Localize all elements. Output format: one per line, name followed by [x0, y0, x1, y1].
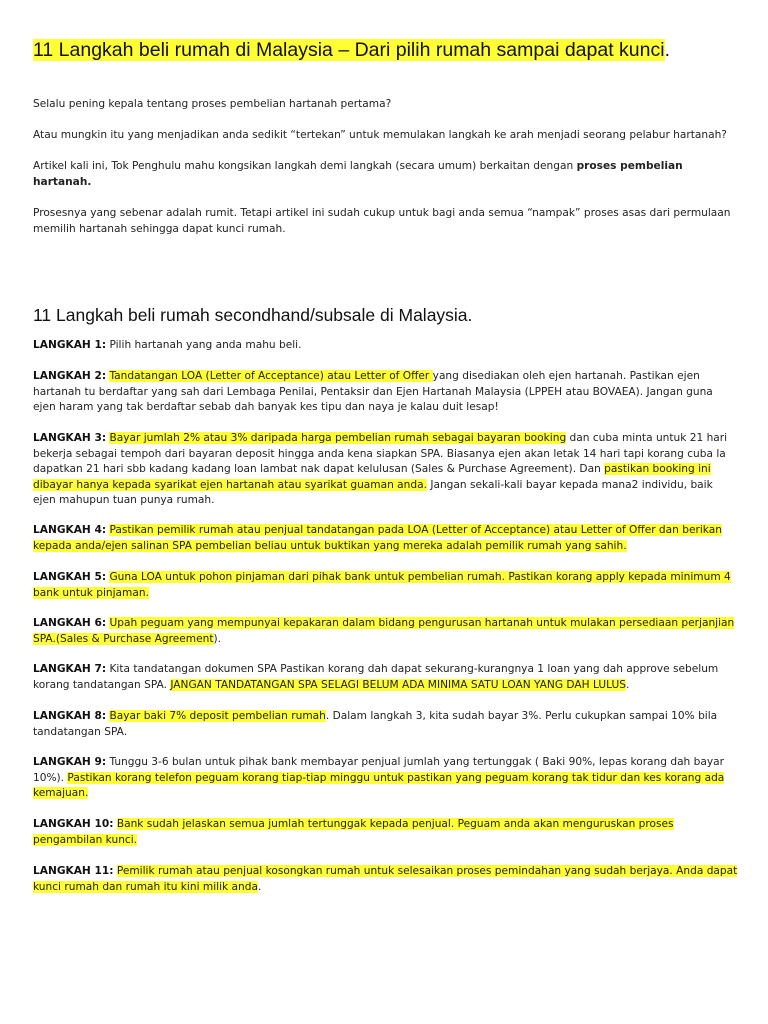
step-item-4: [33, 523, 738, 554]
step-item-7: [33, 662, 738, 693]
step-highlight-2: pastikan booking ini dibayar hanya kepada syarikat ejen hartanah atau syarikat guaman anda.: [33, 463, 711, 491]
step-highlight: Pastikan pemilik rumah atau penjual tandatangan pada LOA (Letter of Acceptance) atau Letter of Offer dan berikan kepada anda/ejen salinan SPA pembelian beliau untuk buktikan yang mereka adalah pemilik rumah yang sahih.: [33, 524, 722, 552]
intro-paragraph-3-text: Artikel kali ini, Tok Penghulu mahu kongsikan langkah demi langkah (secara umum) berkaitan dengan: [33, 160, 577, 172]
step-text-2: .: [625, 678, 630, 691]
step-text: .: [257, 880, 262, 893]
step-label: LANGKAH 5:: [33, 571, 107, 583]
step-label: LANGKAH 1:: [33, 339, 107, 351]
step-text-2: Jangan sekali-kali bayar kepada mana2 individu, baik ejen mahupun tuan punya rumah.: [33, 478, 713, 507]
intro-paragraph-4: Prosesnya yang sebenar adalah rumit. Tetapi artikel ini sudah cukup untuk bagi anda semua “nampak” proses asas dari permulaan memilih hartanah sehingga dapat kunci rumah.: [33, 207, 731, 235]
step-text: Tunggu 3-6 bulan untuk pihak bank membayar penjual jumlah yang tertunggak ( Baki 90%, lepas korang dah bayar 10%).: [33, 756, 724, 784]
step-label: LANGKAH 7:: [33, 663, 107, 675]
step-item-1: [33, 338, 738, 354]
step-text: Kita tandatangan dokumen SPA Pastikan korang dah dapat sekurang-kurangnya 1 loan yang dah approve sebelum korang tandatangan SPA.: [33, 663, 719, 691]
intro-paragraph-2: Atau mungkin itu yang menjadikan anda sedikit “tertekan” untuk memulakan langkah ke arah menjadi seorang pelabur hartanah?: [33, 129, 727, 141]
intro-paragraph-1: Selalu pening kepala tentang proses pembelian hartanah pertama?: [33, 98, 392, 110]
intro-section: [33, 96, 738, 252]
step-item-2: [33, 369, 738, 416]
step-text: yang disediakan oleh ejen hartanah. Pastikan ejen hartanah tu berdaftar yang sah dari Lembaga Penilai, Pentaksir dan Ejen Hartanah Malaysia (LPPEH atau BOVAEA). Jangan guna ejen haram yang tak berdaftar sebab dah banyak kes tipu dan naya je kalau duit lesap!: [33, 370, 713, 414]
step-item-3: [33, 431, 738, 509]
page-title: [33, 38, 670, 62]
step-label: LANGKAH 6:: [33, 617, 107, 629]
step-highlight: Bayar baki 7% deposit pembelian rumah: [109, 710, 326, 722]
step-label: LANGKAH 11:: [33, 865, 114, 877]
step-highlight: Tandatangan LOA (Letter of Acceptance) atau Letter of Offer: [109, 370, 433, 382]
step-highlight: Guna LOA untuk pohon pinjaman dari pihak bank untuk pembelian rumah. Pastikan korang apply kepada minimum 4 bank untuk pinjaman.: [33, 571, 731, 599]
step-text: ).: [213, 632, 222, 645]
step-text: . Dalam langkah 3, kita sudah bayar 3%. Perlu cukupkan sampai 10% bila tandatangan SPA.: [33, 710, 718, 738]
step-item-11: [33, 864, 738, 895]
step-label: LANGKAH 2:: [33, 370, 107, 382]
step-highlight: Upah peguam yang mempunyai kepakaran dalam bidang pengurusan hartanah untuk mulakan persediaan perjanjian SPA.(Sales & Purchase Agreement: [33, 617, 735, 645]
step-item-6: [33, 616, 738, 647]
step-text: Pilih hartanah yang anda mahu beli.: [106, 339, 302, 351]
intro-paragraph-3: [33, 158, 738, 190]
step-label: LANGKAH 8:: [33, 710, 107, 722]
step-label: LANGKAH 9:: [33, 756, 107, 768]
title-highlight: 11 Langkah beli rumah di Malaysia – Dari pilih rumah sampai dapat kunci: [33, 39, 665, 61]
title-trailing: .: [664, 39, 670, 61]
step-highlight: Pemilik rumah atau penjual kosongkan rumah untuk selesaikan proses pemindahan yang sudah berjaya. Anda dapat kunci rumah dan rumah itu kini milik anda: [33, 865, 738, 893]
step-label: LANGKAH 10:: [33, 818, 114, 830]
step-item-5: [33, 570, 738, 601]
step-item-8: [33, 709, 738, 740]
step-label: LANGKAH 4:: [33, 524, 107, 536]
step-highlight-2: Pastikan korang telefon peguam korang tiap-tiap minggu untuk pastikan yang peguam korang tak tidur dan kes korang ada kemajuan.: [33, 771, 725, 800]
step-label: LANGKAH 3:: [33, 432, 107, 444]
section-subtitle: 11 Langkah beli rumah secondhand/subsale di Malaysia.: [33, 305, 473, 325]
step-highlight: Bank sudah jelaskan semua jumlah tertunggak kepada penjual. Peguam anda akan menguruskan proses pengambilan kunci.: [33, 818, 674, 846]
step-text: dan cuba minta untuk 21 hari bekerja sebagai tempoh dari bayaran deposit hingga anda kena siapkan SPA. Biasanya ejen akan letak 14 hari tapi korang cuba la dapatkan 21 hari sbb kadang kadang loan lambat nak dapat kelulusan (Sales & Purchase Agreement). Dan: [33, 432, 728, 476]
step-item-9: [33, 755, 738, 802]
intro-paragraph-3-bold: proses pembelian hartanah.: [33, 160, 683, 188]
step-highlight-2: JANGAN TANDATANGAN SPA SELAGI BELUM ADA MINIMA SATU LOAN YANG DAH LULUS: [170, 678, 626, 691]
step-highlight: Bayar jumlah 2% atau 3% daripada harga pembelian rumah sebagai bayaran booking: [109, 432, 567, 444]
step-item-10: [33, 817, 738, 848]
